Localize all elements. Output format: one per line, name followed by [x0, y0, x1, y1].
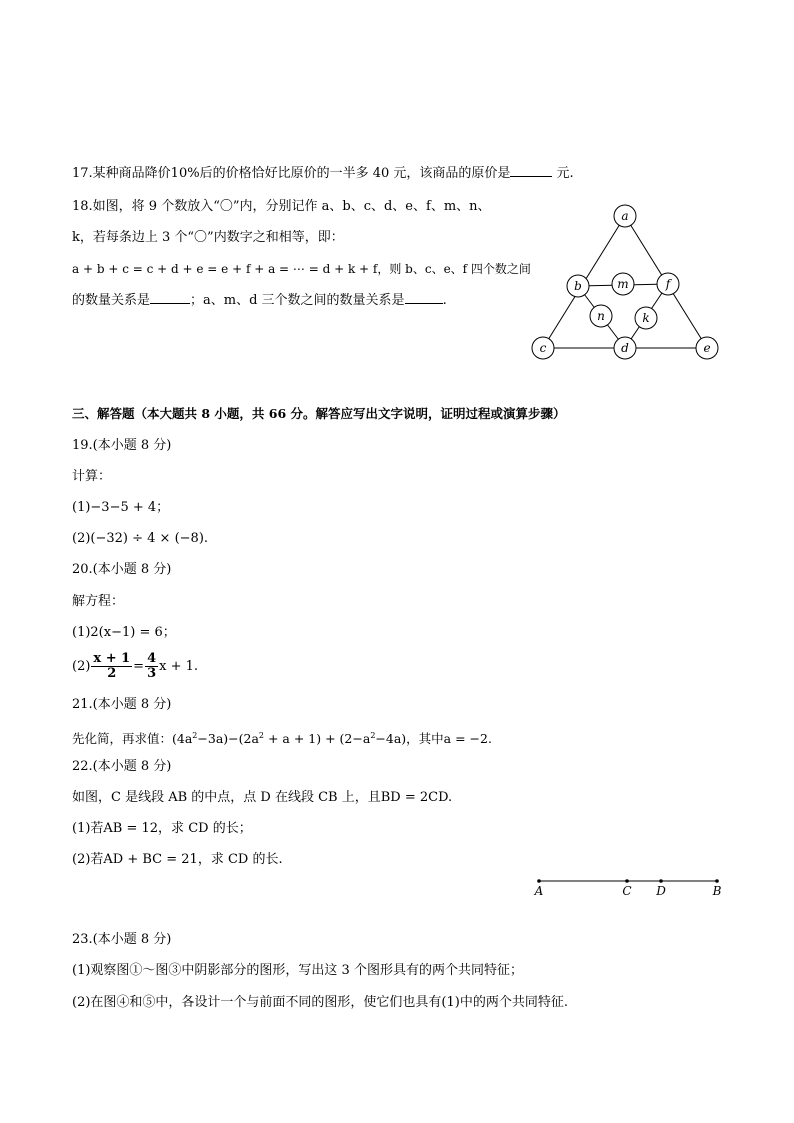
node-m-label: m — [617, 277, 629, 291]
q22-part2: (2)若AD + BC = 21，求 CD 的长. — [72, 852, 283, 867]
q17-answer-blank[interactable] — [510, 164, 552, 177]
q21-sup-3: 2 — [370, 731, 376, 740]
point-B-label: B — [712, 884, 722, 898]
q20-fraction-2 — [145, 652, 158, 681]
q18-line1: 18.如图，将 9 个数放入“〇”内，分别记作 a、b、c、d、e、f、m、n、 — [72, 199, 491, 214]
node-b-label: b — [574, 279, 582, 293]
q18-line4 — [72, 291, 447, 310]
point-A-dot — [537, 879, 541, 883]
q20-intro: 解方程： — [72, 594, 125, 609]
node-c-label: c — [539, 341, 547, 355]
q18-answer-blank-1[interactable] — [150, 291, 190, 304]
q17-line — [72, 164, 574, 183]
q20-header: 20.(本小题 8 分) — [72, 562, 172, 577]
point-B-dot — [715, 879, 719, 883]
node-e-label: e — [703, 341, 711, 355]
q22-header: 22.(本小题 8 分) — [72, 759, 172, 774]
q17-text: 17.某种商品降价10%后的价格恰好比原价的一半多 40 元，该商品的原价是 — [72, 166, 511, 181]
node-k-label: k — [642, 311, 650, 325]
q20-fraction-1-den: 2 — [107, 666, 117, 681]
q22-part1: (1)若AB = 12，求 CD 的长； — [72, 821, 252, 836]
q18-line2: k，若每条边上 3 个“〇”内数字之和相等，即： — [72, 230, 344, 245]
q19-part1: (1)−3−5 + 4； — [72, 500, 170, 515]
q21-text-c: + a + 1) + (2−a — [264, 731, 371, 747]
point-C-dot — [625, 879, 629, 883]
q21-sup-1: 2 — [192, 731, 198, 740]
segment-diagram — [530, 874, 730, 898]
q20-fraction-1 — [91, 652, 132, 681]
q22-text: 如图，C 是线段 AB 的中点，点 D 在线段 CB 上，且BD = 2CD. — [72, 790, 453, 805]
q18-line3: a + b + c = c + d + e = e + f + a = ⋯ = d + k + f，则 b、c、e、f 四个数之间 — [72, 262, 531, 276]
point-C-label: C — [622, 884, 632, 898]
q21-sup-2: 2 — [258, 731, 264, 740]
node-d-label: d — [621, 341, 629, 355]
q19-part2: (2)(−32) ÷ 4 × (−8). — [72, 531, 209, 546]
node-n-label: n — [597, 309, 605, 323]
q17-suffix: 元. — [552, 166, 574, 181]
q23-part2: (2)在图④和⑤中，各设计一个与前面不同的图形，使它们也具有(1)中的两个共同特征. — [72, 995, 568, 1010]
q18-line4a: 的数量关系是 — [72, 293, 151, 308]
q23-part1: (1)观察图①～图③中阴影部分的图形，写出这 3 个图形具有的两个共同特征； — [72, 963, 523, 978]
q20-part1: (1)2(x−1) = 6； — [72, 625, 176, 640]
q18-line4b: ；a、m、d 三个数之间的数量关系是 — [190, 293, 405, 308]
point-A-label: A — [534, 884, 544, 898]
q21-text-a: 先化简，再求值：(4a — [72, 731, 193, 747]
q20-fraction-2-num: 4 — [147, 651, 157, 666]
q21-text-d: −4a)，其中a = −2. — [375, 731, 492, 747]
q21-text — [72, 727, 492, 748]
q20-fraction-2-den: 3 — [147, 666, 157, 681]
q23-header: 23.(本小题 8 分) — [72, 932, 172, 947]
q18-answer-blank-2[interactable] — [405, 291, 443, 304]
node-f-label: f — [665, 277, 671, 291]
point-D-label: D — [656, 884, 666, 898]
q20-part2 — [72, 649, 198, 685]
q20-part2-prefix: (2) — [72, 659, 91, 674]
point-D-dot — [659, 879, 663, 883]
q20-equals: = — [133, 659, 145, 674]
q19-header: 19.(本小题 8 分) — [72, 438, 172, 453]
q20-fraction-1-num: x + 1 — [93, 651, 131, 666]
q18-line4c: . — [442, 293, 447, 308]
q21-text-b: −3a)−(2a — [197, 731, 259, 747]
triangle-number-diagram — [520, 196, 740, 376]
q19-intro: 计算： — [72, 469, 112, 484]
section3-title: 三、解答题（本大题共 8 小题，共 66 分。解答应写出文字说明，证明过程或演算步骤） — [72, 406, 566, 421]
q21-header: 21.(本小题 8 分) — [72, 697, 172, 712]
q20-part2-tail: x + 1. — [159, 659, 199, 674]
node-a-label: a — [621, 209, 629, 223]
